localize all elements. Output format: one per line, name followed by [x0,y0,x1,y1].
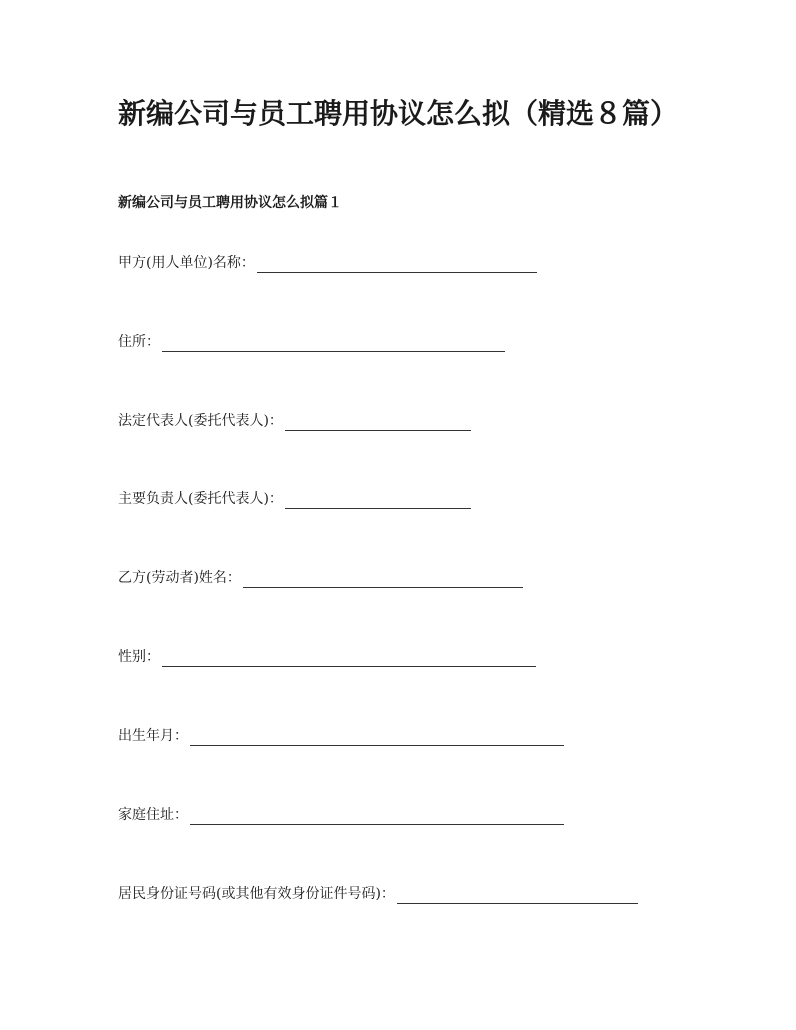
field-label: 出生年月： [118,728,188,744]
field-birth-date [118,726,564,746]
fill-in-blank [190,732,564,746]
fill-in-blank [397,890,638,904]
field-label: 住所： [118,334,160,350]
field-label: 性别： [118,649,160,665]
field-home-address [118,805,564,825]
field-principal [118,489,471,509]
fill-in-blank [257,259,537,273]
field-legal-representative [118,411,471,431]
fill-in-blank [285,495,471,509]
field-address [118,332,505,352]
fill-in-blank [243,574,523,588]
field-label: 法定代表人(委托代表人)： [118,413,283,429]
field-id-number [118,884,638,904]
fill-in-blank [162,338,505,352]
field-label: 居民身份证号码(或其他有效身份证件号码)： [118,886,395,902]
field-employee-name [118,568,523,588]
section-heading: 新编公司与员工聘用协议怎么拟篇１ [118,195,342,211]
document-title: 新编公司与员工聘用协议怎么拟（精选８篇） [117,97,678,130]
field-employer-name [118,253,537,273]
field-label: 乙方(劳动者)姓名： [118,570,241,586]
fill-in-blank [162,653,536,667]
field-label: 主要负责人(委托代表人)： [118,491,283,507]
field-label: 家庭住址： [118,807,188,823]
field-gender [118,647,536,667]
field-label: 甲方(用人单位)名称： [118,255,255,271]
fill-in-blank [285,417,471,431]
fill-in-blank [190,811,564,825]
